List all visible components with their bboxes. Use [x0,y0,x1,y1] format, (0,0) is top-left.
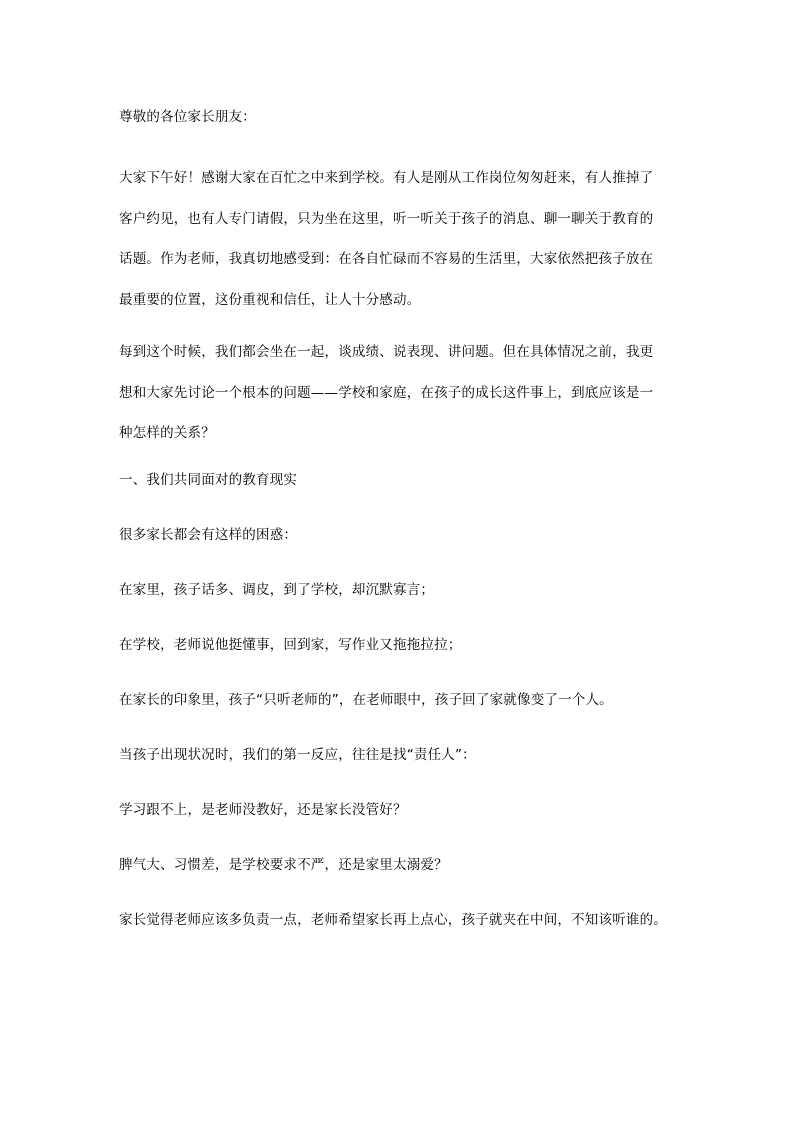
text-line-confusion: 很多家长都会有这样的困惑： [119,526,298,543]
text-line-impression: 在家长的印象里，孩子“只听老师的”，在老师眼中，孩子回了家就像变了一个人。 [119,691,613,708]
paragraph-line: 话题。作为老师，我真切地感受到：在各自忙碌而不容易的生活里，大家依然把孩子放在 [119,251,654,267]
salutation: 尊敬的各位家长朋友： [119,109,256,125]
document-body [119,103,679,961]
paragraph-gratitude [119,158,679,320]
text-line-school: 在学校，老师说他挺懂事，回到家，写作业又拖拖拉拉； [119,636,462,653]
paragraph-line: 大家下午好！感谢大家在百忙之中来到学校。有人是刚从工作岗位匆匆赶来，有人推掉了 [119,170,654,186]
text-line-home: 在家里，孩子话多、调皮，到了学校，却沉默寡言； [119,581,435,598]
paragraph-line: 客户约见，也有人专门请假，只为坐在这里，听一听关于孩子的消息、聊一聊关于教育的 [119,210,654,227]
text-line-study: 学习跟不上，是老师没教好，还是家长没管好？ [119,801,407,818]
section-heading: 一、我们共同面对的教育现实 [119,471,298,488]
paragraph-line: 每到这个时候，我们都会坐在一起，谈成绩、说表现、讲问题。但在具体情况之前，我更 [119,344,654,360]
paragraph-line: 种怎样的关系？ [119,425,215,441]
paragraph-line: 想和大家先讨论一个根本的问题——学校和家庭，在孩子的成长这件事上，到底应该是一 [119,384,654,401]
text-line-temper: 脾气大、习惯差，是学校要求不严，还是家里太溺爱？ [119,856,448,873]
text-line-middle: 家长觉得老师应该多负责一点，老师希望家长再上点心，孩子就夹在中间，不知该听谁的。 [119,911,667,928]
paragraph-line: 最重要的位置，这份重视和信任，让人十分感动。 [119,291,421,308]
paragraph-question [119,332,679,454]
text-line-reaction: 当孩子出现状况时，我们的第一反应，往往是找“责任人”： [119,746,476,763]
